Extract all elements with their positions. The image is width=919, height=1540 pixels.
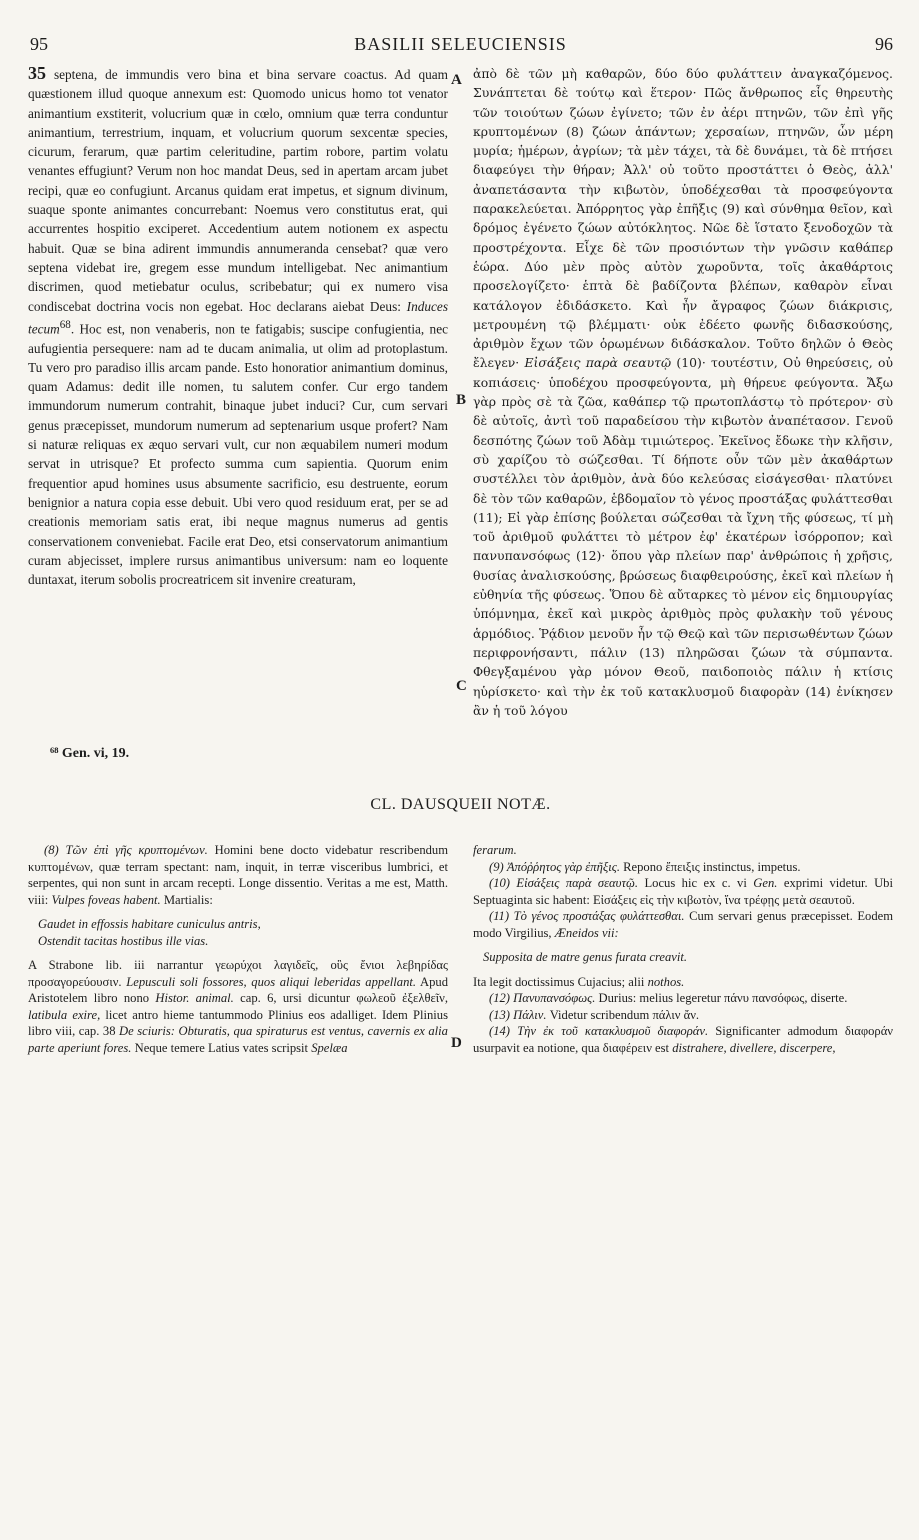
aristotle-text: Apud Aristotelem libro nono — [28, 974, 448, 1006]
note-12-head: (12) Πανυπανσόφως. — [489, 991, 596, 1006]
strabo-quote: Lepusculi soli fossores, quos aliqui leberidas appellant. — [126, 974, 417, 989]
note-11-head: (11) Τὸ γένος προστάξας φυλάττεσθαι. — [489, 909, 685, 924]
footnote: ⁶⁸ Gen. vi, 19. — [50, 746, 130, 762]
note-8-end: Martialis: — [163, 892, 213, 907]
latin-quote: Induces tecum — [28, 298, 448, 337]
running-title: BASILII SELEUCIENSIS — [354, 34, 567, 54]
latin-text-continued: . Hoc est, non venaberis, non te fatigabis; suscipe confugientia, nec aufugientia persequere: nam ad te ducam animalia, ut olim ad protoplastum. Tu vero pro paradiso illis arcam pande. Esto honoratior animantium dominus, quam Adamus: dedit ille nomen, tu salutem confer. Cur ergo tandem immundorum numerum contrahit, binaque jubet induci? Cur, cum servari genus præcepisset, mundorum numerum ad septenarium usque profert? Nam si naturæ reliquas ex æquo servari vult, cur non æquabilem numeri modum servat in utrisque? Et profecto summa cum sapientia. Quorum enim frequentior apud homines usus absumente sacrificio, esu destruente, eorum benignior a natura copia esse debuit. Ubi vero quod residuum erat, per se ad creationis memoriam satis erat, ibi neque magnus numerus ad gentis conservationem conveniebat. Facile erat Deo, etsi conservatorum animantium curam abjecisset, implere rursus animantibus universum: nam eo loquente duntaxat, iterum sobolis procreatricem sit invenire creaturam, — [28, 321, 448, 588]
note-continuation — [473, 842, 893, 859]
aristotle-quote: latibula exire, — [28, 1007, 101, 1022]
note-11-title: Æneidos vii: — [554, 925, 619, 940]
note-14 — [473, 1023, 893, 1056]
aristotle-title: Histor. animal. — [155, 991, 234, 1006]
greek-paragraph — [473, 64, 893, 720]
note-10-title: Gen. — [753, 876, 778, 891]
pliny-quote: De sciuris: Obturatis, qua spiraturus est ventus, cavernis ex alia parte aperiunt fores. — [28, 1024, 448, 1055]
aristotle-text-2: cap. 6, ursi dicuntur φωλεοῦ ἐξελθεῖν, — [240, 991, 448, 1006]
notes-columns — [28, 842, 893, 1056]
greek-text-continued: (10)· τουτέστιν, Οὐ θηρεύσεις, οὐ κοπιάσεις· ὑποδέχου προσφεύγοντα, μὴ θήρευε φεύγοντα. Ἄξω γὰρ πρὸς σὲ τὰ ζῶα, καθάπερ τῷ πρωτοπλάστῳ τὸ πρότερον· σὺ δὲ αὐτοῖς, ἀντὶ τοῦ παραδείσου τὴν κιβωτὸν ἀναπέτασον. Γενοῦ δεσπότης ζώων τοῦ Ἀδὰμ τιμιώτερος. Ἐκεῖνος ἔδωκε τὴν κλῆσιν, σὺ χαρίζου τὸ σώζεσθαι. Τί δήποτε οὖν τῶν μὲν ἀκαθάρτων συστέλλει τὸν ἀριθμὸν, ἀνὰ δύο κελεύσας εἰσάγεσθαι· πλατύνει δὲ τὸν τῶν καθαρῶν, ἑβδομαῖον τὸ γένος προστάξας φυλάττεσθαι (11); Εἰ γὰρ ἐπίσης βούλεται σώζεσθαι τὰ ἴχνη τῆς φύσεως, τί μὴ τοῦ ἀριθμοῦ φυλάττει τὸ μέτρον ἐφ' ἑκατέρων ἰσόρροπον; καὶ πανυπανσόφως (12)· ὅπου γὰρ πλείων παρ' ἀνθρώποις ἡ χρῆσις, θυσίας ἀναλισκούσης, βρώσεως διαφθειρούσης, ἐκεῖ καὶ πλείων ἡ εὐθηνία τῆς φύσεως. Ὅπου δὲ αὔταρκες τὸ μένον εἰς δημιουργίας ὑπόμνημα, ἐκεῖ καὶ μικρὸς ἀριθμὸς πρὸς φυλακὴν τοῦ γένους ἁρμόδιος. Ῥᾴδιον μενοῦν ἦν τῷ Θεῷ καὶ τῶν περισωθέντων ζώων περιφρονήσαντι, πάλιν (13) πληρῶσαι ζώων τὰ σύμπαντα. Φθεγξαμένου γὰρ μόνον Θεοῦ, παιδοποιὸς πάλιν ἡ κτίσις ηὑρίσκετο· καὶ τὴν ἐκ τοῦ κατακλυσμοῦ διαφορὰν (14) ἐνίκησεν ἂν ἡ τοῦ λόγου — [473, 355, 893, 718]
note-11-continued — [473, 974, 893, 991]
section-marker-b: B — [456, 392, 467, 408]
latin-text: septena, de immundis vero bina et bina servare coactus. Ad quam quæstionem illud quoque annexum est: Quomodo unicus homo tot venator animantium exstiterit, volucrium quæ in cœlo, omnium quæ terra conduntur animantium, terrestrium, inquam, et volucrium quorum sexcentæ species, cicurum, ferarum, quæ partim celeritudine, partim robore, partim volatu venantes effugiunt? Verum non hoc mandat Deus, sed in apertam arcam jubet recipi, quæ eo confugiunt. Arcanus quidam erat impetus, et signum divinum, suaque sponte animantes concurrebant: Noemus vero constitutus erat, qui accurrentes hospitio exciperet. Accedentium autem notionem ex aspectu habuit. Quæ se bina adirent immundis annumeranda censebat? quæ vero septena videbat ire, gregem esse mundum intelligebat. Nec animantium discrimen, quod metiebatur oculus, scribebatur; qui ex numero visa condiscebat doctrina vocis non egebat. Hoc declarans aiebat Deus: — [28, 67, 448, 314]
note-14-text: Significanter admodum διαφοράν usurpavit ea notione, qua διαφέρειν est — [473, 1024, 893, 1055]
note-8-text: Homini bene docto videbatur rescribendum κυπτομένων, quæ terram spectant: nam, inquit, in terræ visceribus lumbrici, et serpentes, qui non sunt in arcam recepti. Longe dissentio. Veritas a me est, Matth. viii: — [28, 843, 449, 907]
continuation-word: ferarum. — [473, 843, 517, 858]
note-13 — [473, 1007, 893, 1024]
note-11 — [473, 908, 893, 941]
notes-right-column — [473, 842, 893, 1056]
note-8-quote: Vulpes foveas habent. — [51, 892, 161, 907]
section-marker-d: D — [451, 1035, 462, 1051]
note-13-head: (13) Πάλιν. — [489, 1007, 547, 1022]
virgil-verse: Supposita de matre genus furata creavit. — [483, 950, 688, 965]
martial-verse — [38, 916, 448, 949]
section-marker-a: A — [451, 72, 462, 88]
running-header — [28, 34, 893, 60]
note-14-end: distrahere, divellere, discerpere, — [672, 1040, 836, 1055]
verse-line-1: Gaudet in effossis habitare cuniculus antris, — [38, 917, 261, 932]
note-10-text-2: exprimi videtur. Ubi Septuaginta sic habent: Εἰσάξεις εἰς τὴν κιβωτὸν, ἵνα τρέφῃς μετὰ σεαυτοῦ. — [473, 876, 893, 907]
notes-left-column — [28, 842, 448, 1056]
greek-text: ἀπὸ δὲ τῶν μὴ καθαρῶν, δύο δύο φυλάττειν ἀναγκαζόμενος. Συνάπτεται δὲ τούτῳ καὶ ἕτερον· Πῶς ἄνθρωπος εἷς θηρευτὴς τῶν τοιούτων ζώων ἐγίνετο; τῶν ἐν ἀέρι πτηνῶν, τῶν ἐπὶ γῆς κρυπτομένων (8) ζώων ἁπάντων; χερσαίων, πτηνῶν, ὧν μέρη μυρία; ἡμέρων, ἀγρίων; τὰ μὲν τάχει, τὰ δὲ δυνάμει, τὰ δὲ πτήσει διαφεύγει τὴν θήραν; Ἀλλ' οὐ τοῦτο προστάττει ὁ Θεὸς, ἀλλ' ἀναπετάσαντα τὴν κιβωτὸν, ὑποδέχεσθαι τὰ προσφεύγοντα παρακελεύεται. Ἀπόρρητος γὰρ ἐπῆξις (9) καὶ σύνθημα θεῖον, καὶ δρόμος ἐγένετο ζώων αὐτόκλητος. Νῶε δὲ ἵστατο ξενοδοχῶν τὰ προστρέχοντα. Εἶχε δὲ τῶν προσιόντων τὴν γνῶσιν καθάπερ ἑώρα. Δύο μὲν πρὸς αὐτὸν χωροῦντα, τοῖς ἀκαθάρτοις προσελογίζετο· ἑπτὰ δὲ βαδίζοντα βλέπων, καθαρὸν εἶναι κατάλογον ἐδιδάσκετο. Καὶ ἦν ἄγραφος ζώων διάκρισις, μετρουμένη τῷ βλέμματι· οὐκ ἐδέετο φωνῆς διδασκούσης, ἀριθμὸν ἔχων τῶν ὁρωμένων διδάσκαλον. Τοῦτο δηλῶν ὁ Θεὸς ἔλεγεν· — [473, 66, 893, 371]
footnote-ref: 68 — [59, 318, 71, 331]
strabo-text: A Strabone lib. iii narrantur γεωρύχοι λαγιδεῖς, οὓς ἔνιοι λεβηρίδας προσαγορεύουσιν. — [28, 958, 448, 989]
note-14-head: (14) Τὴν ἐκ τοῦ κατακλυσμοῦ διαφοράν. — [489, 1024, 709, 1039]
greek-quote: Εἰσάξεις παρὰ σεαυτῷ — [524, 355, 672, 371]
section-marker-c: C — [456, 678, 467, 694]
note-9-text: Repono ἔπειξις instinctus, impetus. — [623, 859, 801, 874]
note-8 — [28, 842, 448, 908]
note-8-head: (8) Τῶν ἐπὶ γῆς κρυπτομένων. — [44, 843, 208, 858]
latius-end: Spelæa — [311, 1040, 348, 1055]
note-10-head: (10) Εἰσάξεις παρὰ σεαυτῷ. — [489, 876, 638, 891]
latin-column — [28, 64, 448, 720]
note-12 — [473, 990, 893, 1007]
note-11-text-2: Ita legit doctissimus Cujacius; alii — [473, 974, 645, 989]
page-number-left: 95 — [30, 34, 48, 54]
notes-title: CL. DAUSQUEII NOTÆ. — [370, 796, 551, 814]
page — [28, 34, 893, 1056]
note-9-head: (9) Ἀπόῤῥητος γὰρ ἐπῆξις. — [489, 859, 620, 874]
greek-column — [473, 64, 893, 720]
note-12-text: Durius: melius legeretur πάνυ πανσόφως, diserte. — [598, 991, 848, 1006]
note-11-text: Cum servari genus præcepisset. Eodem modo Virgilius, — [473, 909, 893, 940]
verse-line-2: Ostendit tacitas hostibus ille vias. — [38, 933, 209, 948]
page-number-right: 96 — [875, 34, 893, 54]
section-number: 35 — [28, 63, 46, 83]
note-11-word: nothos. — [647, 974, 685, 989]
latin-paragraph — [28, 64, 448, 589]
note-10-text: Locus hic ex c. vi — [644, 876, 747, 891]
note-10 — [473, 875, 893, 908]
note-8-continued — [28, 957, 448, 1056]
pliny-text: licet antro hieme tantummodo Plinius eos adalliget. Idem Plinius libro viii, cap. 38 — [28, 1007, 448, 1039]
note-9 — [473, 859, 893, 876]
note-13-text: Videtur scribendum πάλιν ἄν. — [549, 1007, 700, 1022]
latius-text: Neque temere Latius vates scripsit — [134, 1040, 309, 1055]
